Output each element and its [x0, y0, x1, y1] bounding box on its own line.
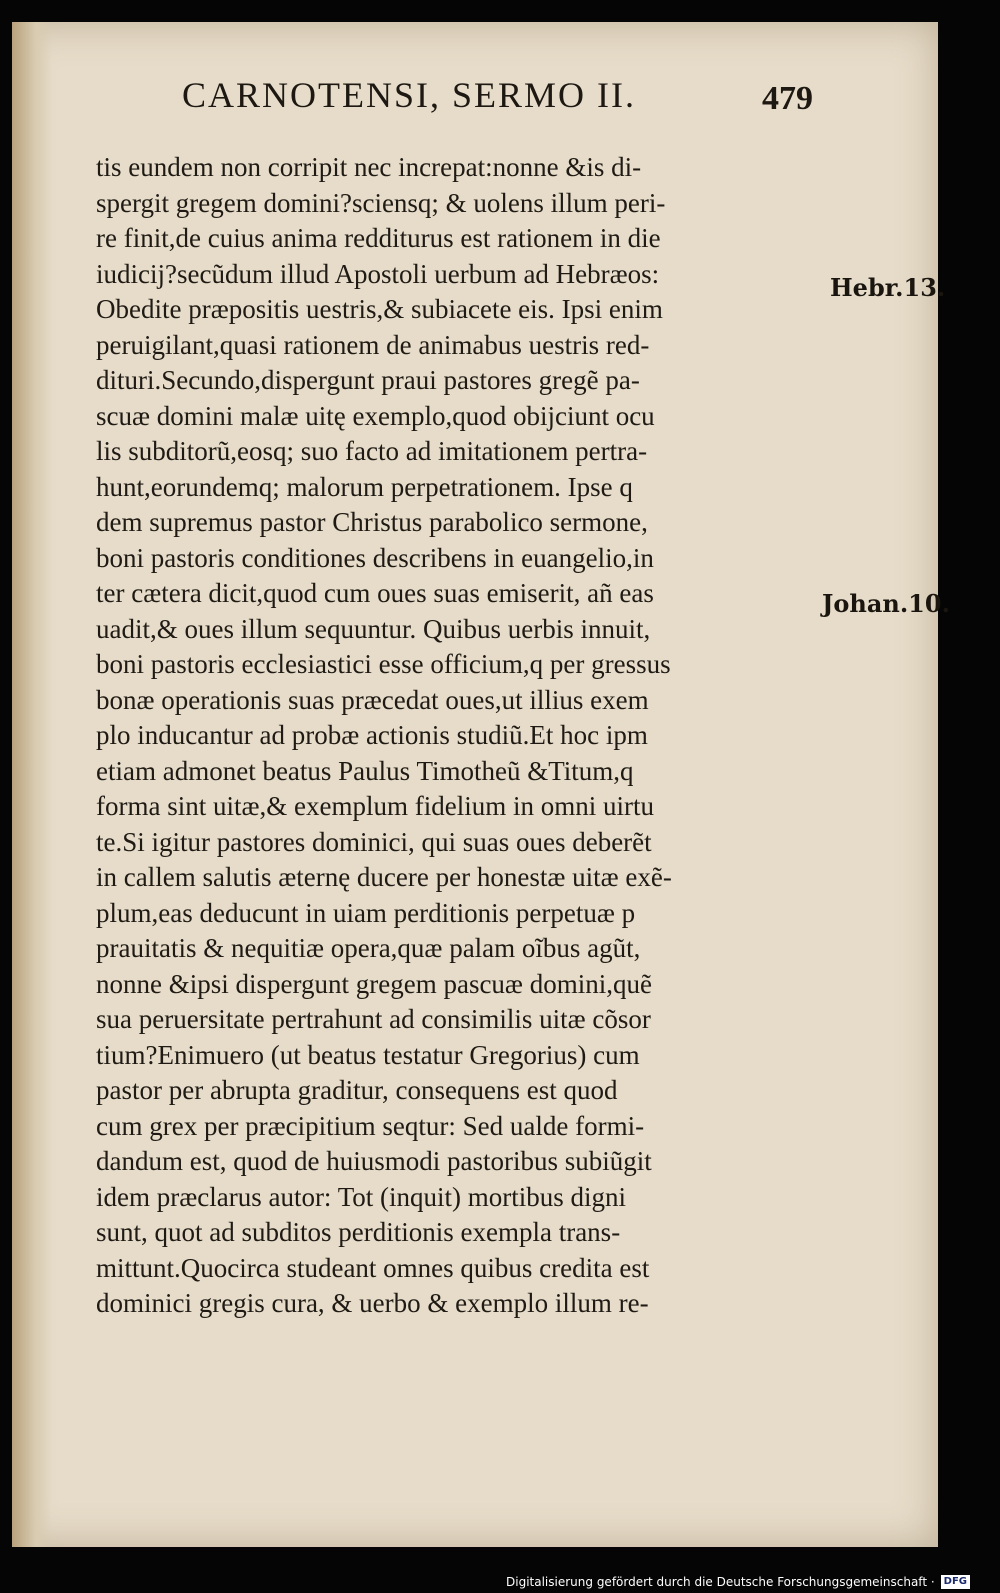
page-header [172, 74, 872, 124]
text-line: sua peruersitate pertrahunt ad consimilis uitæ cõsor [96, 1004, 651, 1034]
text-line: dem supremus pastor Christus parabolico sermone, [96, 507, 648, 537]
text-line: ter cætera dicit,quod cum oues suas emiserit, añ eas [96, 578, 654, 608]
text-line: dituri.Secundo,dispergunt praui pastores gregẽ pa- [96, 365, 640, 395]
digitization-footer [506, 1575, 970, 1589]
text-line: tis eundem non corripit nec increpat:nonne &is di- [96, 152, 642, 182]
text-line: in callem salutis æternę ducere per honestæ uitæ exẽ- [96, 862, 672, 892]
book-page [12, 22, 950, 1547]
text-line: uadit,& oues illum sequuntur. Quibus uerbis innuit, [96, 613, 651, 644]
text-line: boni pastoris ecclesiastici esse officium,q per gressus [96, 649, 671, 679]
text-line: plo inducantur ad probæ actionis studiũ.Et hoc ipm [96, 720, 648, 750]
text-line: etiam admonet beatus Paulus Timotheũ &Titum,q [96, 755, 634, 786]
text-line: cum grex per præcipitium seqtur: Sed ualde formi- [96, 1110, 645, 1141]
dfg-logo: DFG [941, 1575, 970, 1589]
text-line: iudicij?secũdum illud Apostoli uerbum ad Hebræos: [96, 258, 660, 289]
text-line: boni pastoris conditiones describens in euangelio,in [96, 542, 654, 573]
text-line: nonne &ipsi dispergunt gregem pascuæ domini,quẽ [96, 968, 652, 999]
text-line: lis subditorũ,eosq; suo facto ad imitationem pertra- [96, 436, 648, 466]
running-head: CARNOTENSI, SERMO II. [182, 75, 637, 115]
text-line: hunt,eorundemq; malorum perpetrationem. Ipse q [96, 471, 633, 502]
text-line: spergit gregem domini?sciensq; & uolens illum peri- [96, 187, 666, 218]
text-line: peruigilant,quasi rationem de animabus uestris red- [96, 329, 650, 360]
footer-credit: Digitalisierung gefördert durch die Deutsche Forschungsgemeinschaft · [506, 1575, 935, 1589]
page-number: 479 [762, 80, 813, 117]
marginal-note-hebr: Hebr.13. [830, 273, 946, 302]
text-line: Obedite præpositis uestris,& subiacete eis. Ipsi enim [96, 294, 663, 324]
text-line: sunt, quot ad subditos perditionis exempla trans- [96, 1217, 621, 1247]
text-line: prauitatis & nequitiæ opera,quæ palam oĩbus agũt, [96, 933, 641, 963]
page-gutter-shadow [12, 22, 52, 1547]
text-line: tium?Enimuero (ut beatus testatur Gregorius) cum [96, 1039, 640, 1070]
text-line: idem præclarus autor: Tot (inquit) mortibus digni [96, 1181, 627, 1212]
text-line: re finit,de cuius anima redditurus est rationem in die [96, 223, 661, 253]
text-line: forma sint uitæ,& exemplum fidelium in omni uirtu [96, 791, 654, 821]
text-line: dominici gregis cura, & uerbo & exemplo illum re- [96, 1288, 649, 1318]
body-text [96, 150, 826, 1322]
text-line: scuæ domini malæ uitę exemplo,quod obijciunt ocu [96, 400, 655, 431]
text-line: te.Si igitur pastores dominici, qui suas oues deberẽt [96, 826, 652, 857]
text-line: dandum est, quod de huiusmodi pastoribus subiũgit [96, 1146, 652, 1176]
text-line: bonæ operationis suas præcedat oues,ut illius exem [96, 684, 649, 715]
text-line: pastor per abrupta graditur, consequens est quod [96, 1075, 618, 1105]
text-line: plum,eas deducunt in uiam perditionis perpetuæ p [96, 897, 636, 928]
text-line: mittunt.Quocirca studeant omnes quibus credita est [96, 1252, 650, 1283]
marginal-note-johan: Johan.10. [822, 589, 950, 618]
